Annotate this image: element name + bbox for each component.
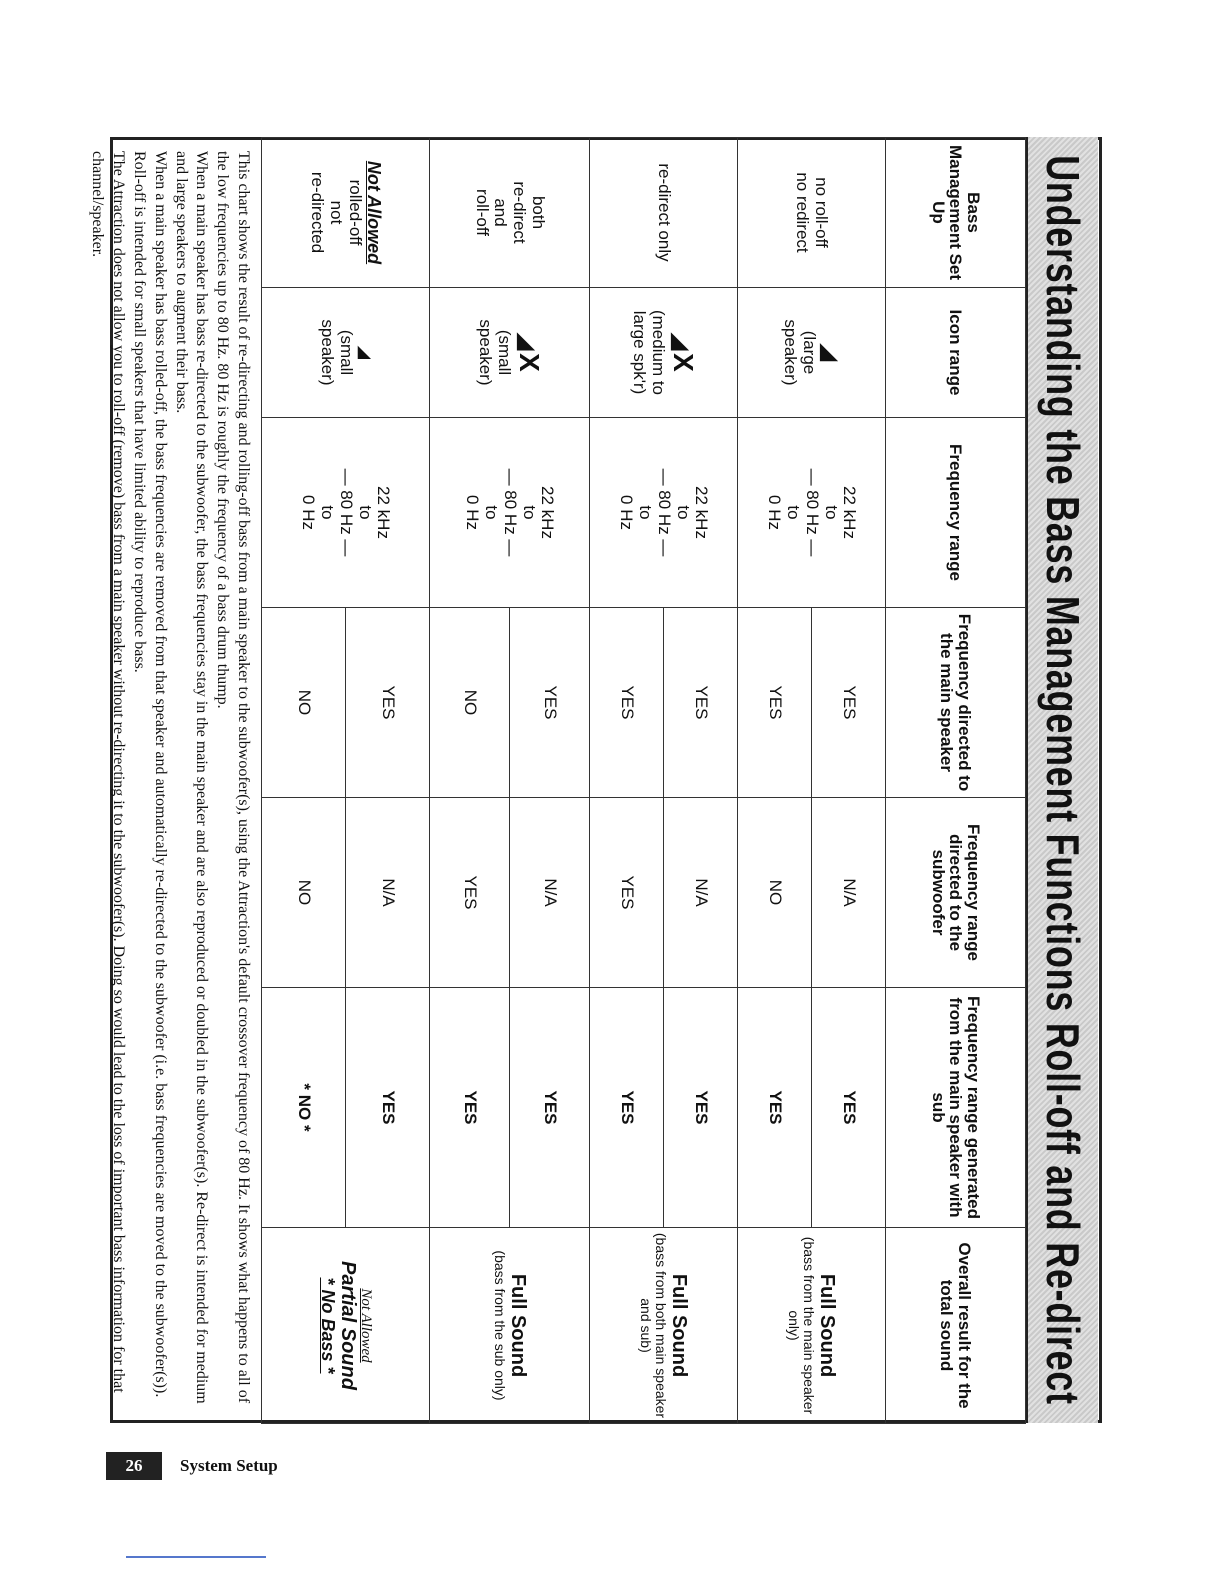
result-cell: Full Sound (bass from both main speaker and sub) xyxy=(590,1228,738,1424)
frequency-cell: 22 kHz to — 80 Hz — to 0 Hz xyxy=(430,418,590,608)
header-icon: Icon range xyxy=(886,288,1026,418)
setup-cell: no roll-off no redirect xyxy=(738,138,886,288)
table-row xyxy=(346,138,430,1424)
header-main-speaker: Frequency directed to the main speaker xyxy=(886,608,1026,798)
main-speaker-lower: YES xyxy=(590,608,664,798)
description xyxy=(87,137,261,1423)
main-speaker-upper: YES xyxy=(346,608,430,798)
table-row xyxy=(510,138,590,1424)
main-speaker-lower: NO xyxy=(430,608,510,798)
header-generated: Frequency range generated from the main speaker with sub xyxy=(886,988,1026,1228)
subwoofer-lower: NO xyxy=(738,798,812,988)
header-row xyxy=(886,138,1026,1424)
scan-artifact-line xyxy=(126,1556,266,1558)
generated-lower: YES xyxy=(430,988,510,1228)
description-paragraph: The Attraction does not allow you to roll-off (remove) bass from a main speaker without re-directing it to the subwoofer(s). Doing so would lead to the loss of important bass information for that channel/speaker. xyxy=(89,151,128,1393)
small-speaker-icon: ◢ xyxy=(355,346,373,359)
medium-speaker-icon: ◢ xyxy=(668,333,694,351)
generated-upper: YES xyxy=(510,988,590,1228)
subwoofer-upper: N/A xyxy=(664,798,738,988)
bass-management-table xyxy=(261,137,1026,1424)
frequency-cell: 22 kHz to — 80 Hz — to 0 Hz xyxy=(262,418,430,608)
result-cell: Full Sound (bass from the main speaker only) xyxy=(738,1228,886,1424)
subwoofer-lower: YES xyxy=(590,798,664,988)
header-subwoofer: Frequency range directed to the subwoofer xyxy=(886,798,1026,988)
x-icon: X xyxy=(513,353,545,372)
large-speaker-icon: ◢ xyxy=(818,344,844,361)
subwoofer-upper: N/A xyxy=(510,798,590,988)
generated-upper: YES xyxy=(664,988,738,1228)
description-paragraph: When a main speaker has bass re-directed to the subwoofer, the bass frequencies stay in the main speaker and are also reproduced or doubled in the subwoofer(s). Re-direct is intended for medium and large speakers to augment their bass. xyxy=(172,151,211,1404)
section-name: System Setup xyxy=(180,1456,278,1475)
header-frequency: Frequency range xyxy=(886,418,1026,608)
title-text: Understanding the Bass Management Functions Roll-off and Re-direct xyxy=(1037,155,1089,1405)
subwoofer-upper: N/A xyxy=(346,798,430,988)
description-paragraph: When a main speaker has bass rolled-off, the bass frequencies are removed from that speaker and automatically re-directed to the subwoofer (i.e. bass frequencies are moved to the subwoofer(s)). Roll-off is intended for small speakers that have limited ability to reproduce bass. xyxy=(131,151,169,1398)
description-paragraph: This chart shows the result of re-directing and rolling-off bass from a main speaker to the subwoofer(s), using the Attraction's default crossover frequency of 80 Hz. It shows what happens to all of the low frequencies up to 80 Hz. 80 Hz is roughly the frequency of a bass drum thump. xyxy=(214,151,252,1404)
page-title xyxy=(1026,137,1098,1423)
subwoofer-lower: YES xyxy=(430,798,510,988)
icon-cell: ◢X (medium to large spk'r) xyxy=(590,288,738,418)
icon-cell: ◢ (small speaker) xyxy=(262,288,430,418)
result-cell: Full Sound (bass from the sub only) xyxy=(430,1228,590,1424)
table-row xyxy=(812,138,886,1424)
subwoofer-upper: N/A xyxy=(812,798,886,988)
result-cell: Not Allowed Partial Sound * No Bass * xyxy=(262,1228,430,1424)
generated-lower: YES xyxy=(590,988,664,1228)
setup-cell: re-direct only xyxy=(590,138,738,288)
x-icon: X xyxy=(667,353,699,372)
generated-lower: YES xyxy=(738,988,812,1228)
main-speaker-upper: YES xyxy=(664,608,738,798)
header-setup: Bass Management Set Up xyxy=(886,138,1026,288)
header-result: Overall result for the total sound xyxy=(886,1228,1026,1424)
setup-cell: both re-direct and roll-off xyxy=(430,138,590,288)
rotated-page-content xyxy=(89,137,1098,1423)
generated-upper: YES xyxy=(812,988,886,1228)
main-speaker-upper: YES xyxy=(812,608,886,798)
main-speaker-lower: NO xyxy=(262,608,346,798)
frequency-cell: 22 kHz to — 80 Hz — to 0 Hz xyxy=(590,418,738,608)
main-speaker-upper: YES xyxy=(510,608,590,798)
table-row xyxy=(664,138,738,1424)
small-speaker-icon: ◢ xyxy=(514,333,540,351)
generated-lower: * NO * xyxy=(262,988,346,1228)
setup-cell: Not Allowed rolled-off not re-directed xyxy=(262,138,430,288)
icon-cell: ◢ (large speaker) xyxy=(738,288,886,418)
frequency-cell: 22 kHz to — 80 Hz — to 0 Hz xyxy=(738,418,886,608)
generated-upper: YES xyxy=(346,988,430,1228)
main-speaker-lower: YES xyxy=(738,608,812,798)
subwoofer-lower: NO xyxy=(262,798,346,988)
icon-cell: ◢X (small speaker) xyxy=(430,288,590,418)
page-number: 26 xyxy=(106,1452,162,1480)
